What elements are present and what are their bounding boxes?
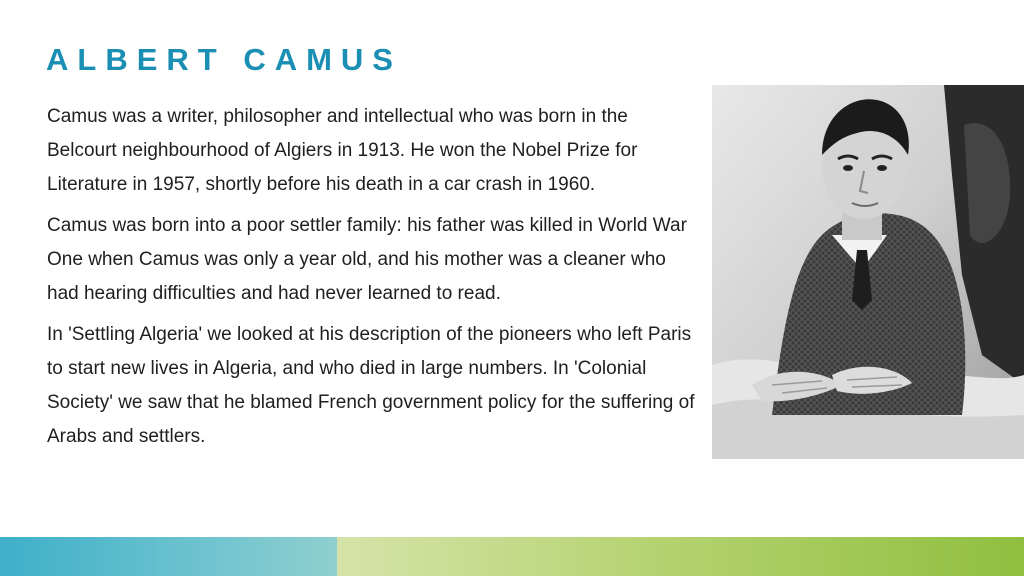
footer-band-teal xyxy=(0,537,337,576)
paragraph-family: Camus was born into a poor settler family: his father was killed in World War One when Camus was only a year old, and his mother was a cleaner who had hearing difficulties and had never learned to read. xyxy=(47,215,687,304)
portrait-photo xyxy=(712,85,1024,459)
portrait-illustration xyxy=(712,85,1024,459)
paragraph-lessons: In 'Settling Algeria' we looked at his description of the pioneers who left Paris to start new lives in Algeria, and who died in large numbers. In 'Colonial Society' we saw that he blamed French government policy for the suffering of Arabs and settlers. xyxy=(47,324,695,447)
slide-title: ALBERT CAMUS xyxy=(46,42,402,77)
slide-body xyxy=(47,100,697,461)
footer-band-green xyxy=(337,537,1024,576)
paragraph-biography: Camus was a writer, philosopher and intellectual who was born in the Belcourt neighbourhood of Algiers in 1913. He won the Nobel Prize for Literature in 1957, shortly before his death in a car crash in 1960. xyxy=(47,106,638,195)
footer-color-band xyxy=(0,537,1024,576)
